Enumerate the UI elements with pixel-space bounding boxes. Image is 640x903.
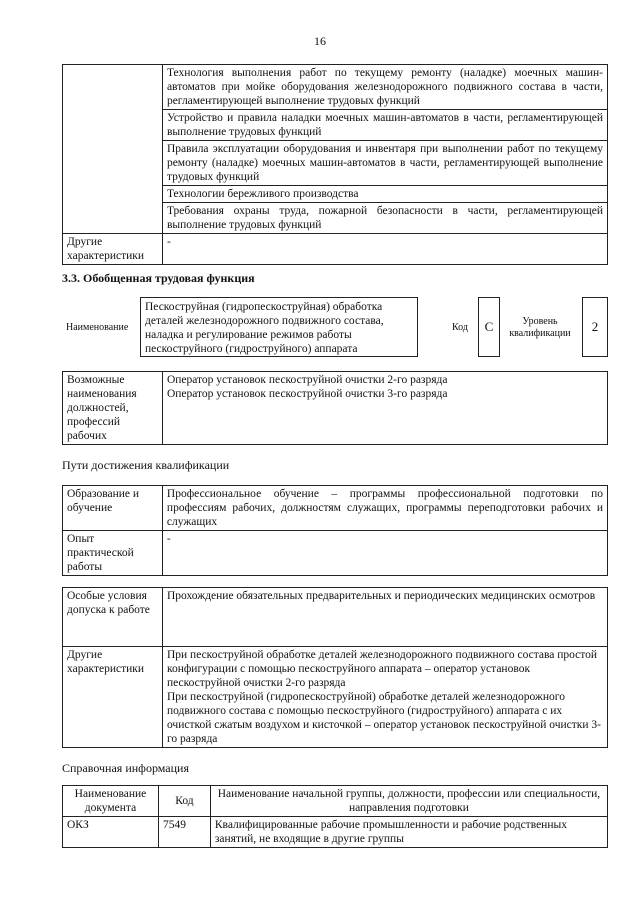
ref-name: Квалифицированные рабочие промышленности и рабочие родственных занятий, не входящие в другие группы <box>210 817 607 848</box>
page-number: 16 <box>314 34 326 48</box>
knowledge-item: Технология выполнения работ по текущему ремонту (наладке) моечных машин-автоматов при мойке оборудования железнодорожного подвижного состава в части, регламентирующей выполнение трудовых функций <box>162 65 607 110</box>
experience-label: Опыт практической работы <box>63 531 163 576</box>
experience-value: - <box>162 531 607 576</box>
positions-table <box>62 371 608 445</box>
ref-col-document: Наименование документа <box>63 786 159 817</box>
other-conditions-paragraph: При пескоструйной обработке деталей железнодорожного подвижного состава простой конфигурации с помощью пескоструйного аппарата – оператор установок пескоструйной очистки 2-го разряда <box>166 649 598 689</box>
code-value-box: C <box>478 297 500 357</box>
other-conditions-value <box>162 647 607 748</box>
name-label: Наименование <box>66 322 129 333</box>
education-value: Профессиональное обучение – программы профессиональной подготовки по профессиям рабочих, должностям служащих, программы переподготовки рабочих и служащих <box>162 486 607 531</box>
paths-table <box>62 485 608 576</box>
knowledge-item: Технологии бережливого производства <box>162 186 607 203</box>
code-label: Код <box>452 322 468 333</box>
admission-label: Особые условия допуска к работе <box>63 588 163 647</box>
reference-table <box>62 785 608 848</box>
positions-values <box>162 372 607 445</box>
ref-col-name: Наименование начальной группы, должности, профессии или специальности, направления подготовки <box>210 786 607 817</box>
position-item: Оператор установок пескоструйной очистки 3-го разряда <box>166 388 448 400</box>
other-conditions-paragraph: При пескоструйной (гидропескоструйной) обработке деталей железнодорожного подвижного состава с помощью пескоструйного (гидроструйного) аппарата с их очисткой сжатым воздухом и кисточкой – оператор установок пескоструйной очистки 3-го разряда <box>166 691 601 745</box>
function-name-box: Пескоструйная (гидропескоструйная) обработка деталей железнодорожного подвижного состава, наладка и регулирование режимов работы пескоструйного (гидроструйного) аппарата <box>140 297 418 357</box>
knowledge-item: Правила эксплуатации оборудования и инвентаря при выполнении работ по текущему ремонту (наладке) моечных машин-автоматов в части, регламентирующей выполнение трудовых функций <box>162 141 607 186</box>
level-value-box: 2 <box>582 297 608 357</box>
paths-title: Пути достижения квалификации <box>62 458 230 472</box>
empty-label-cell <box>63 65 163 234</box>
other-characteristics-value: - <box>162 234 607 265</box>
other-characteristics-label: Другие характеристики <box>63 234 163 265</box>
section-title: 3.3. Обобщенная трудовая функция <box>62 271 255 285</box>
knowledge-item: Требования охраны труда, пожарной безопасности в части, регламентирующей выполнение трудовых функций <box>162 203 607 234</box>
knowledge-table <box>62 64 608 265</box>
other-conditions-label: Другие характеристики <box>63 647 163 748</box>
reference-title: Справочная информация <box>62 761 189 775</box>
admission-value: Прохождение обязательных предварительных и периодических медицинских осмотров <box>162 588 607 647</box>
ref-col-code: Код <box>158 786 210 817</box>
level-label: Уровень квалификации <box>509 316 571 339</box>
ref-code: 7549 <box>158 817 210 848</box>
ref-document: ОКЗ <box>63 817 159 848</box>
knowledge-item: Устройство и правила наладки моечных машин-автоматов в части, регламентирующей выполнение трудовых функций <box>162 110 607 141</box>
position-item: Оператор установок пескоструйной очистки 2-го разряда <box>166 374 448 386</box>
positions-label: Возможные наименования должностей, профессий рабочих <box>63 372 163 445</box>
education-label: Образование и обучение <box>63 486 163 531</box>
conditions-table <box>62 587 608 748</box>
